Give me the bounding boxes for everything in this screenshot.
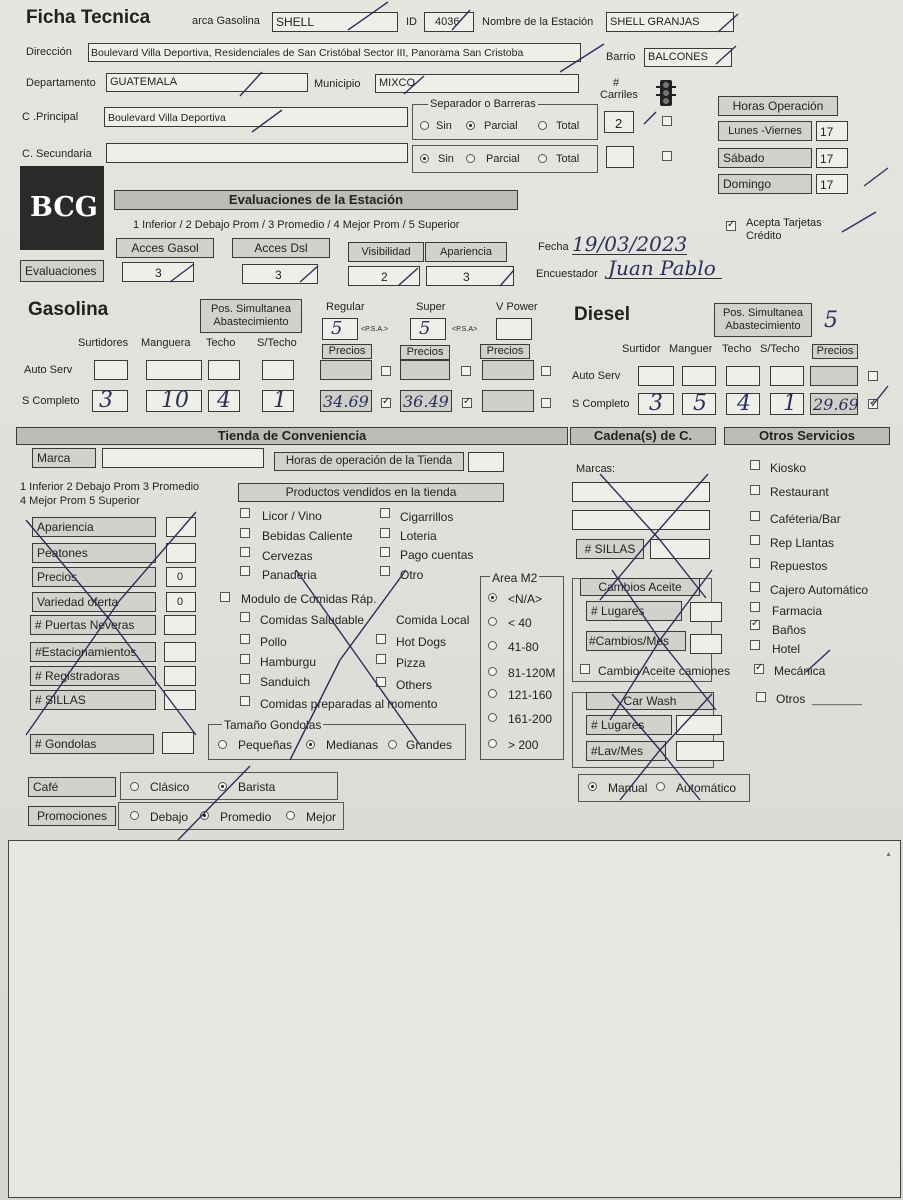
departamento-field[interactable]: GUATEMALA — [106, 73, 308, 92]
horas-lunes-field[interactable]: 17 — [816, 121, 848, 141]
acepta-tarjetas-checkbox[interactable] — [726, 221, 736, 231]
super-pos-field[interactable]: 5 — [410, 318, 446, 340]
servicio-mecanica-label: Mecánica — [774, 664, 826, 678]
promo-mejor-label: Mejor — [306, 810, 337, 824]
prod-cigarrillos-check[interactable] — [380, 508, 390, 518]
carwash-lugares-label: # Lugares — [586, 715, 672, 735]
gas-auto-precio-super[interactable] — [400, 360, 450, 380]
notes-area[interactable] — [8, 840, 901, 1198]
gas-auto-techo[interactable] — [208, 360, 240, 380]
horas-sabado-label: Sábado — [718, 148, 812, 168]
separador2-parcial-radio[interactable] — [466, 154, 475, 163]
traffic-light-icon — [656, 80, 676, 108]
servicio-restaurant-check[interactable] — [750, 485, 760, 495]
separador2-parcial-label: Parcial — [486, 153, 520, 165]
barrio-field[interactable]: BALCONES — [644, 48, 732, 67]
tienda-horas-field[interactable] — [468, 452, 504, 472]
comida-others-check[interactable] — [376, 677, 386, 687]
gas-sc-regular-check[interactable] — [381, 398, 391, 408]
comida-saludable-check[interactable] — [240, 612, 250, 622]
cambios-mes-field[interactable] — [690, 634, 722, 654]
servicio-mecanica-check[interactable] — [754, 664, 764, 674]
cambio-camiones-label: Cambio Aceite camiones — [598, 664, 731, 678]
gas-sc-super-check[interactable] — [462, 398, 472, 408]
diesel-s-completo-label: S Completo — [572, 398, 630, 410]
gas-auto-surtidores[interactable] — [94, 360, 128, 380]
gasolina-auto-serv-label: Auto Serv — [24, 364, 73, 376]
encuestador-label: Encuestador — [536, 268, 598, 280]
comida-sanduich-check[interactable] — [240, 674, 250, 684]
horas-lunes-label: Lunes -Viernes — [718, 121, 812, 141]
area-41-80-radio[interactable] — [488, 641, 497, 650]
gas-auto-super-check[interactable] — [461, 366, 471, 376]
diesel-auto-serv-label: Auto Serv — [572, 370, 621, 382]
cadena-marca-1[interactable] — [572, 482, 710, 502]
servicio-restaurant-label: Restaurant — [770, 485, 829, 499]
rating-variedad-field[interactable]: 0 — [166, 592, 196, 612]
apariencia-field[interactable]: 3 — [426, 266, 514, 286]
prod-pago-label: Pago cuentas — [400, 548, 474, 562]
carriles2-field[interactable] — [606, 146, 634, 168]
horas-domingo-label: Domingo — [718, 174, 812, 194]
prod-loteria-label: Loteria — [400, 529, 437, 543]
comida-pollo-check[interactable] — [240, 634, 250, 644]
diesel-col-surtidor: Surtidor — [622, 343, 661, 355]
super-label: Super — [416, 301, 446, 313]
carriles-field[interactable]: 2 — [604, 111, 634, 133]
comida-saludable-label: Comidas Saludable — [260, 613, 365, 627]
gas-auto-manguera[interactable] — [146, 360, 202, 380]
dsl-sc-stecho[interactable]: 1 — [770, 393, 804, 415]
area-lt40-radio[interactable] — [488, 617, 497, 626]
acces-gasol-label: Acces Gasol — [116, 238, 214, 258]
horas-sabado-field[interactable]: 17 — [816, 148, 848, 168]
comida-preparadas-label: Comidas preparadas al momento — [260, 697, 438, 711]
acces-dsl-field[interactable]: 3 — [242, 264, 318, 284]
dsl-sc-manguer[interactable]: 5 — [682, 393, 716, 415]
area-81-120-radio[interactable] — [488, 667, 497, 676]
prod-cigarrillos-label: Cigarrillos — [400, 510, 454, 524]
dsl-auto-stecho[interactable] — [770, 366, 804, 386]
gasolina-col-stecho: S/Techo — [257, 337, 297, 349]
carwash-manual-label: Manual — [608, 781, 648, 795]
c-principal-field[interactable]: Boulevard Villa Deportiva — [104, 107, 408, 127]
dsl-sc-techo[interactable]: 4 — [726, 393, 760, 415]
direccion-field[interactable]: Boulevard Villa Deportiva, Residenciales de San Cristóbal Sector III, Panorama San Cristoba — [88, 43, 581, 62]
servicio-llantas-label: Rep Llantas — [770, 536, 835, 550]
servicio-cafeteria-label: Caféteria/Bar — [770, 512, 841, 526]
servicio-hotel-label: Hotel — [772, 642, 801, 656]
diesel-pos-value[interactable]: 5 — [824, 308, 838, 333]
barrio-label: Barrio — [606, 51, 636, 63]
cambios-lugares-label: # Lugares — [586, 601, 682, 621]
tienda-title: Tienda de Conveniencia — [16, 427, 568, 445]
carwash-lugares-field[interactable] — [676, 715, 722, 735]
carwash-automatico-radio[interactable] — [656, 782, 665, 791]
tienda-horas-label: Horas de operación de la Tienda — [274, 452, 464, 471]
acepta-tarjetas-label-2: Crédito — [746, 230, 782, 242]
dsl-auto-techo[interactable] — [726, 366, 760, 386]
diesel-col-manguer: Manguer — [669, 343, 713, 355]
servicio-kiosko-check[interactable] — [750, 460, 760, 470]
cafe-clasico-label: Clásico — [150, 780, 190, 794]
tienda-scale-2: 4 Mejor Prom 5 Superior — [20, 495, 140, 507]
gasolina-title: Gasolina — [28, 299, 109, 320]
cadena-title: Cadena(s) de C. — [570, 427, 716, 445]
diesel-pos-simultanea: Pos. Simultanea Abastecimiento — [714, 303, 812, 337]
psa-1: <P.S.A.> — [361, 326, 389, 333]
carwash-automatico-label: Automático — [676, 781, 737, 795]
carriles2-checkbox[interactable] — [662, 151, 672, 161]
c-secundaria-field[interactable] — [106, 143, 408, 163]
estacion-field[interactable]: SHELL GRANJAS — [606, 12, 734, 32]
form-title: Ficha Tecnica — [26, 7, 151, 28]
gasolina-col-surtidores: Surtidores — [78, 337, 129, 349]
cambios-lugares-field[interactable] — [690, 602, 722, 622]
rating-peatones-field[interactable] — [166, 543, 196, 563]
comida-others-label: Others — [396, 678, 433, 692]
comida-hotdogs-check[interactable] — [376, 634, 386, 644]
visibilidad-field[interactable]: 2 — [348, 266, 420, 286]
prod-panaderia-label: Panaderia — [262, 568, 317, 582]
horas-domingo-field[interactable]: 17 — [816, 174, 848, 194]
dsl-auto-surtidor[interactable] — [638, 366, 674, 386]
promo-debajo-radio[interactable] — [130, 811, 139, 820]
tienda-marca-field[interactable] — [102, 448, 264, 468]
regular-label: Regular — [326, 301, 365, 313]
prod-otro-label: Otro — [400, 568, 424, 582]
rating-estacionamientos-label: #Estacionamientos — [30, 642, 156, 662]
gas-sc-precio-super[interactable]: 36.49 — [400, 390, 452, 412]
gas-sc-surtidores[interactable]: 3 — [92, 390, 128, 412]
area-41-80-label: 41-80 — [508, 640, 539, 654]
comida-preparadas-check[interactable] — [240, 696, 250, 706]
gondola-medianas-label: Medianas — [326, 738, 379, 752]
cambios-mes-label: #Cambios/Mes — [586, 631, 686, 651]
gas-sc-manguera[interactable]: 10 — [146, 390, 202, 412]
comida-pizza-check[interactable] — [376, 654, 386, 664]
dsl-auto-manguer[interactable] — [682, 366, 716, 386]
gas-sc-vpower-check[interactable] — [541, 398, 551, 408]
gas-sc-precio-regular[interactable]: 34.69 — [320, 390, 372, 412]
area-title: Area M2 — [492, 571, 538, 585]
separador1-sin-label: Sin — [436, 120, 452, 132]
cadena-marcas-label: Marcas: — [576, 463, 616, 475]
id-label: ID — [406, 16, 417, 28]
bcg-logo-text: BCG — [30, 192, 98, 223]
dsl-sc-precio[interactable]: 29.69 — [810, 393, 858, 415]
gondola-pequenas-label: Pequeñas — [238, 738, 293, 752]
evaluaciones-scale: 1 Inferior / 2 Debajo Prom / 3 Promedio / 4 Mejor Prom / 5 Superior — [133, 219, 460, 231]
rating-apariencia-field[interactable] — [166, 517, 196, 537]
rating-variedad-label: Variedad oferta — [32, 592, 156, 612]
psa-2: <P.S.A> — [452, 326, 478, 333]
servicio-repuestos-label: Repuestos — [770, 559, 828, 573]
gas-sc-techo[interactable]: 4 — [208, 390, 240, 412]
separador2-total-label: Total — [556, 153, 580, 165]
servicio-banos-label: Baños — [772, 623, 807, 637]
gondola-grandes-radio[interactable] — [388, 740, 397, 749]
separador1-total-label: Total — [556, 120, 580, 132]
rating-registradoras-field[interactable] — [164, 666, 196, 686]
regular-pos-field[interactable]: 5 — [322, 318, 358, 340]
servicio-kiosko-label: Kiosko — [770, 461, 807, 475]
rating-peatones-label: Peatones — [32, 543, 156, 563]
promo-promedio-label: Promedio — [220, 810, 272, 824]
separador2-sin-label: Sin — [438, 153, 454, 165]
gas-sc-stecho[interactable]: 1 — [262, 390, 294, 412]
area-lt40-label: < 40 — [508, 616, 532, 630]
acepta-tarjetas-label: Acepta Tarjetas — [746, 217, 822, 229]
separador2-sin-radio[interactable] — [420, 154, 429, 163]
otros-servicios-title: Otros Servicios — [724, 427, 890, 445]
servicio-otros-line[interactable]: _________ — [812, 695, 863, 706]
evaluaciones-title: Evaluaciones de la Estación — [114, 190, 518, 210]
diesel-title: Diesel — [574, 304, 630, 325]
dsl-auto-check[interactable] — [868, 371, 878, 381]
visibilidad-label: Visibilidad — [348, 242, 424, 262]
promo-mejor-radio[interactable] — [286, 811, 295, 820]
servicio-otros-check[interactable] — [756, 692, 766, 702]
acces-gasol-field[interactable]: 3 — [122, 262, 194, 282]
modulo-comidas-check[interactable] — [220, 592, 230, 602]
carriles-hash: # — [613, 77, 620, 89]
prod-pago-check[interactable] — [380, 547, 390, 557]
servicio-cajero-check[interactable] — [750, 582, 760, 592]
prod-licor-check[interactable] — [240, 508, 250, 518]
area-81-120-label: 81-120M — [508, 666, 556, 680]
comida-hamburgu-label: Hamburgu — [260, 655, 317, 669]
bcg-logo — [20, 166, 104, 250]
separador1-parcial-radio[interactable] — [466, 121, 475, 130]
gas-auto-precio-vpower[interactable] — [482, 360, 534, 380]
dsl-auto-precio[interactable] — [810, 366, 858, 386]
separador2-total-radio[interactable] — [538, 154, 547, 163]
rating-gondolas-field[interactable] — [162, 732, 194, 754]
gondola-pequenas-radio[interactable] — [218, 740, 227, 749]
separador1-parcial-label: Parcial — [484, 120, 518, 132]
prod-otro-check[interactable] — [380, 566, 390, 576]
gasolina-col-manguera: Manguera — [141, 337, 191, 349]
cadena-sillas-label: # SILLAS — [576, 539, 644, 559]
area-161-200-radio[interactable] — [488, 713, 497, 722]
gas-auto-regular-check[interactable] — [381, 366, 391, 376]
gas-sc-precio-vpower[interactable] — [482, 390, 534, 412]
carwash-lav-label: #Lav/Mes — [586, 741, 666, 761]
c-principal-label: C .Principal — [22, 111, 79, 123]
carriles-label: Carriles — [600, 89, 638, 101]
carwash-title: Car Wash — [586, 692, 714, 710]
comida-pizza-label: Pizza — [396, 656, 426, 670]
rating-apariencia-label: Apariencia — [32, 517, 156, 537]
promo-promedio-radio[interactable] — [200, 811, 209, 820]
acces-dsl-label: Acces Dsl — [232, 238, 330, 258]
servicio-otros-label: Otros — [776, 692, 806, 706]
comida-hamburgu-check[interactable] — [240, 654, 250, 664]
separador1-sin-radio[interactable] — [420, 121, 429, 130]
area-121-160-radio[interactable] — [488, 689, 497, 698]
tienda-scale-1: 1 Inferior 2 Debajo Prom 3 Promedio — [20, 481, 200, 493]
carwash-manual-radio[interactable] — [588, 782, 597, 791]
prod-licor-label: Licor / Vino — [262, 509, 322, 523]
area-121-160-label: 121-160 — [508, 688, 553, 702]
gondola-medianas-radio[interactable] — [306, 740, 315, 749]
cambios-aceite-title: Cambios Aceite — [580, 578, 700, 596]
area-161-200-label: 161-200 — [508, 712, 553, 726]
precios-super-label: Precios — [400, 345, 450, 360]
tienda-marca-label: Marca — [32, 448, 96, 468]
carwash-lav-field[interactable] — [676, 741, 724, 761]
vpower-label: V Power — [496, 301, 538, 313]
servicio-hotel-check[interactable] — [750, 640, 760, 650]
gasolina-s-completo-label: S Completo — [22, 395, 80, 407]
vpower-pos-field[interactable] — [496, 318, 532, 340]
prod-bebidas-check[interactable] — [240, 528, 250, 538]
servicio-cafeteria-check[interactable] — [750, 511, 760, 521]
rating-registradoras-label: # Registradoras — [30, 666, 156, 686]
area-gt200-radio[interactable] — [488, 739, 497, 748]
servicio-banos-check[interactable] — [750, 620, 760, 630]
evaluaciones-label: Evaluaciones — [20, 260, 104, 282]
cafe-barista-label: Barista — [238, 780, 276, 794]
rating-precios-field[interactable]: 0 — [166, 567, 196, 587]
horas-operacion-title: Horas Operación — [718, 96, 838, 116]
rating-precios-label: Precios — [32, 567, 156, 587]
municipio-field[interactable]: MIXCO — [375, 74, 579, 93]
gas-auto-vpower-check[interactable] — [541, 366, 551, 376]
productos-title: Productos vendidos en la tienda — [238, 483, 504, 502]
precios-vpower-label: Precios — [480, 344, 530, 359]
separador-title: Separador o Barreras — [430, 98, 536, 110]
prod-cervezas-check[interactable] — [240, 547, 250, 557]
servicio-farmacia-label: Farmacia — [772, 604, 823, 618]
fecha-value[interactable]: 19/03/2023 — [572, 232, 688, 256]
diesel-col-stecho: S/Techo — [760, 343, 800, 355]
scroll-up-icon[interactable]: ▲ — [885, 851, 892, 858]
prod-cervezas-label: Cervezas — [262, 549, 313, 563]
gasolina-col-techo: Techo — [206, 337, 236, 349]
rating-sillas-field[interactable] — [164, 690, 196, 710]
prod-loteria-check[interactable] — [380, 528, 390, 538]
servicio-llantas-check[interactable] — [750, 535, 760, 545]
municipio-label: Municipio — [314, 78, 361, 90]
cafe-label: Café — [28, 777, 116, 797]
departamento-label: Departamento — [26, 77, 96, 89]
dsl-sc-surtidor[interactable]: 3 — [638, 393, 674, 415]
rating-estacionamientos-field[interactable] — [164, 642, 196, 662]
carriles-checkbox[interactable] — [662, 116, 672, 126]
prod-bebidas-label: Bebidas Caliente — [262, 529, 353, 543]
comida-sanduich-label: Sanduich — [260, 675, 311, 689]
separador1-total-radio[interactable] — [538, 121, 547, 130]
cadena-sillas-field[interactable] — [650, 539, 710, 559]
servicio-repuestos-check[interactable] — [750, 558, 760, 568]
gas-auto-stecho[interactable] — [262, 360, 294, 380]
dsl-sc-check[interactable] — [868, 399, 878, 409]
area-na-label: <N/A> — [508, 592, 543, 606]
rating-puertas-label: # Puertas Neveras — [30, 615, 156, 635]
rating-gondolas-label: # Gondolas — [30, 734, 154, 754]
comida-pollo-label: Pollo — [260, 635, 287, 649]
encuestador-value[interactable]: Juan Pablo — [608, 258, 722, 279]
servicio-farmacia-check[interactable] — [750, 602, 760, 612]
apariencia-label: Apariencia — [425, 242, 507, 262]
comida-hotdogs-label: Hot Dogs — [396, 635, 447, 649]
servicio-cajero-label: Cajero Automático — [770, 583, 869, 597]
cambio-camiones-check[interactable] — [580, 664, 590, 674]
gas-auto-precio-regular[interactable] — [320, 360, 372, 380]
direccion-label: Dirección — [26, 46, 72, 58]
area-na-radio[interactable] — [488, 593, 497, 602]
promociones-label: Promociones — [28, 806, 116, 826]
modulo-comidas-label: Modulo de Comidas Ráp. — [241, 592, 377, 606]
estacion-label: Nombre de la Estación — [482, 16, 594, 28]
marca-gasolina-label: arca Gasolina — [192, 15, 260, 27]
gondola-grandes-label: Grandes — [406, 738, 453, 752]
diesel-col-techo: Techo — [722, 343, 752, 355]
diesel-precios-label: Precios — [812, 344, 858, 359]
cafe-barista-radio[interactable] — [218, 782, 227, 791]
cafe-clasico-radio[interactable] — [130, 782, 139, 791]
rating-sillas-label: # SILLAS — [30, 690, 156, 710]
gasolina-pos-simultanea: Pos. Simultanea Abastecimiento — [200, 299, 302, 333]
comida-local-label: Comida Local — [396, 613, 470, 627]
area-gt200-label: > 200 — [508, 738, 539, 752]
fecha-label: Fecha — [538, 241, 569, 253]
id-field[interactable]: 4036 — [424, 12, 474, 32]
cadena-marca-2[interactable] — [572, 510, 710, 530]
precios-regular-label: Precios — [322, 344, 372, 359]
gondolas-title: Tamaño Gondolas — [224, 718, 322, 732]
c-secundaria-label: C. Secundaria — [22, 148, 92, 160]
rating-puertas-field[interactable] — [164, 615, 196, 635]
promo-debajo-label: Debajo — [150, 810, 189, 824]
prod-panaderia-check[interactable] — [240, 566, 250, 576]
marca-gasolina-field[interactable]: SHELL — [272, 12, 398, 32]
